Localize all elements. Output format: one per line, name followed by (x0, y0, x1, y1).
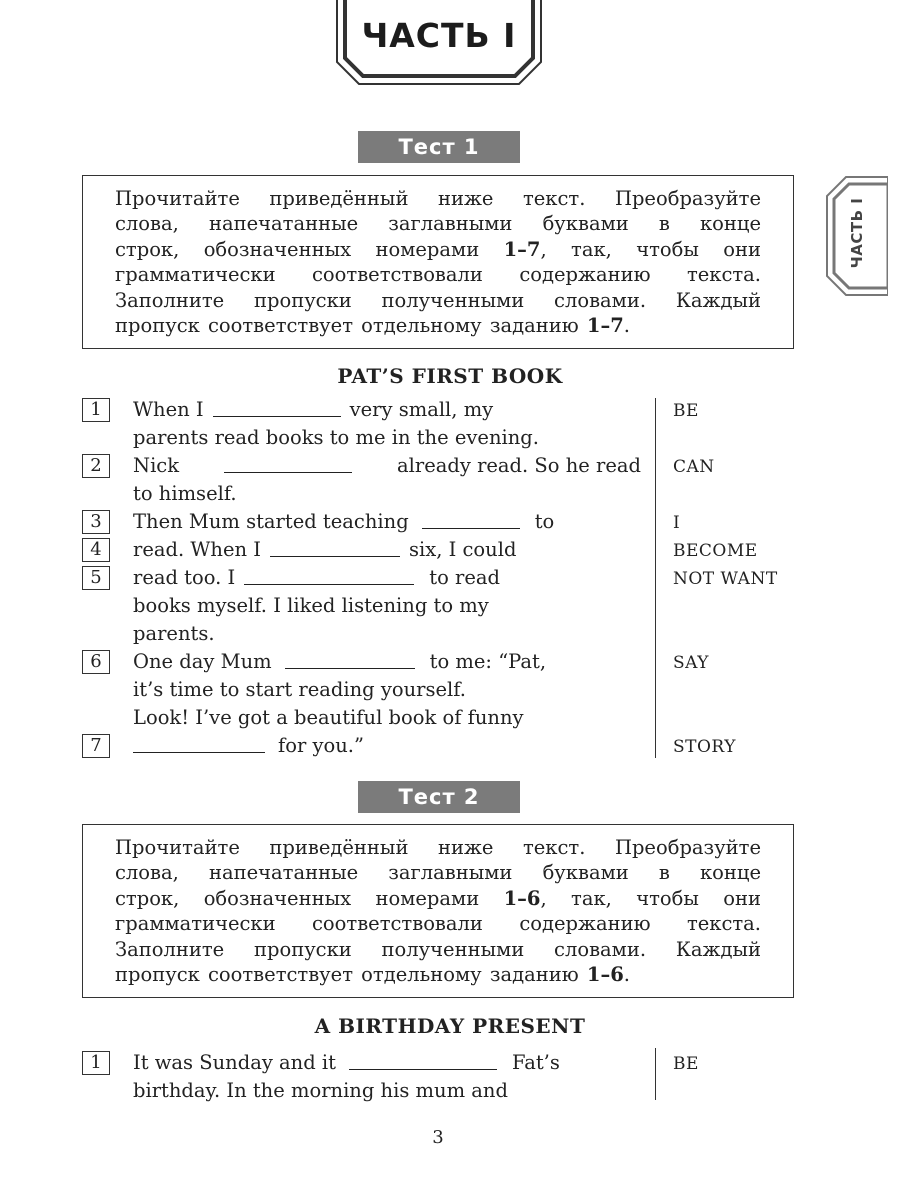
text-row (82, 566, 812, 594)
answer-blank[interactable] (422, 510, 520, 529)
instruction-line: Прочитайте приведённый ниже текст. Преобразуйте (115, 187, 761, 210)
answer-blank[interactable] (349, 1051, 497, 1070)
test-2-instructions (82, 824, 794, 998)
text-line: Look! I’ve got a beautiful book of funny (133, 706, 524, 729)
instruction-text: пропуск соответствует отдельному заданию (115, 963, 579, 987)
text-row (82, 706, 812, 734)
text-row (82, 594, 812, 622)
text-line: parents read books to me in the evening. (133, 426, 539, 449)
text-line (133, 1051, 633, 1075)
keyword: BECOME (673, 541, 758, 561)
keyword: STORY (673, 737, 736, 757)
instruction-text: , так, чтобы они (540, 237, 761, 261)
instruction-text: пропуск соответствует отдельному заданию (115, 314, 579, 338)
text-row (82, 678, 812, 706)
text-line (133, 566, 641, 590)
answer-blank[interactable] (244, 566, 414, 585)
instruction-text: . (623, 963, 630, 987)
task-number: 7 (82, 734, 110, 758)
text-line: books myself. I liked listening to my (133, 594, 489, 617)
task-number: 4 (82, 538, 110, 562)
text-fragment: to me: “Pat, (429, 650, 547, 673)
instruction-text: строк, обозначенных номерами (115, 886, 480, 910)
text-row (82, 622, 812, 650)
instruction-line: слова, напечатанные заглавными буквами в конце (115, 212, 761, 236)
task-number: 6 (82, 650, 110, 674)
task-number: 2 (82, 454, 110, 478)
answer-blank[interactable] (133, 734, 265, 753)
text-line: to himself. (133, 482, 237, 505)
task-number: 1 (82, 1051, 110, 1075)
text-fragment: six, I could (408, 538, 517, 561)
text-line (133, 510, 623, 534)
answer-blank[interactable] (270, 538, 400, 557)
task-number: 1 (82, 398, 110, 422)
instruction-line: Заполните пропуски полученными словами. Каждый (115, 937, 761, 961)
text-line (133, 650, 641, 674)
text-fragment: read too. I (133, 566, 236, 589)
instruction-text: , так, чтобы они (540, 886, 761, 910)
text-row (82, 482, 812, 510)
instruction-line (115, 237, 761, 262)
task-range: 1–7 (503, 237, 541, 261)
text-line: parents. (133, 622, 215, 645)
text-row (82, 1079, 812, 1107)
task-number: 5 (82, 566, 110, 590)
keyword: NOT WANT (673, 569, 778, 589)
text-line (133, 398, 641, 422)
chapter-header-tab (336, 0, 542, 86)
text-line: it’s time to start reading yourself. (133, 678, 466, 701)
instruction-line (115, 962, 761, 987)
answer-blank[interactable] (224, 454, 352, 473)
instruction-line (115, 886, 761, 911)
answer-blank[interactable] (213, 398, 341, 417)
text-row (82, 454, 812, 482)
text-line (133, 734, 641, 758)
text-fragment: to (534, 510, 555, 533)
chapter-title: ЧАСТЬ I (361, 16, 517, 55)
text-row (82, 510, 812, 538)
keyword: CAN (673, 457, 715, 477)
side-tab-label: ЧАСТЬ I (848, 197, 866, 269)
text-fragment: When I (133, 398, 204, 421)
instruction-line (115, 313, 761, 338)
task-range: 1–6 (503, 886, 541, 910)
text-fragment: for you.” (278, 734, 364, 757)
text-fragment: One day Mum (133, 650, 272, 673)
text-row (82, 734, 812, 762)
keyword: SAY (673, 653, 709, 673)
instruction-line: грамматически соответствовали содержанию текста. (115, 263, 761, 287)
test-1-title: PAT’S FIRST BOOK (337, 364, 563, 388)
instruction-line: грамматически соответствовали содержанию текста. (115, 912, 761, 936)
text-row (82, 426, 812, 454)
instruction-text: строк, обозначенных номерами (115, 237, 480, 261)
task-number: 3 (82, 510, 110, 534)
instruction-line: Заполните пропуски полученными словами. Каждый (115, 288, 761, 312)
instruction-text: . (623, 314, 630, 338)
text-line (133, 454, 641, 478)
task-range: 1–6 (586, 963, 624, 987)
test-1-banner: Тест 1 (358, 131, 520, 163)
text-fragment: Then Mum started teaching (133, 510, 409, 533)
text-line (133, 538, 641, 562)
test-1-instructions (82, 175, 794, 349)
task-range: 1–7 (586, 314, 624, 338)
instruction-line: Прочитайте приведённый ниже текст. Преобразуйте (115, 836, 761, 859)
text-fragment: read. When I (133, 538, 261, 561)
text-fragment: Fat’s (512, 1051, 560, 1074)
test-2-title: A BIRTHDAY PRESENT (314, 1014, 586, 1038)
page-number: 3 (432, 1127, 444, 1148)
answer-blank[interactable] (285, 650, 415, 669)
keyword: I (673, 513, 681, 533)
keyword: BE (673, 1054, 699, 1074)
text-row (82, 650, 812, 678)
text-row (82, 398, 812, 426)
text-fragment: already read. So he read (397, 454, 641, 477)
text-fragment: It was Sunday and it (133, 1051, 336, 1074)
side-chapter-tab (826, 176, 888, 296)
test-2-banner: Тест 2 (358, 781, 520, 813)
text-line: birthday. In the morning his mum and (133, 1079, 508, 1102)
text-fragment: Nick (133, 454, 180, 477)
instruction-line: слова, напечатанные заглавными буквами в конце (115, 861, 761, 885)
keyword: BE (673, 401, 699, 421)
text-fragment: to read (429, 566, 500, 589)
text-row (82, 538, 812, 566)
text-fragment: very small, my (349, 398, 494, 421)
text-row (82, 1051, 812, 1079)
